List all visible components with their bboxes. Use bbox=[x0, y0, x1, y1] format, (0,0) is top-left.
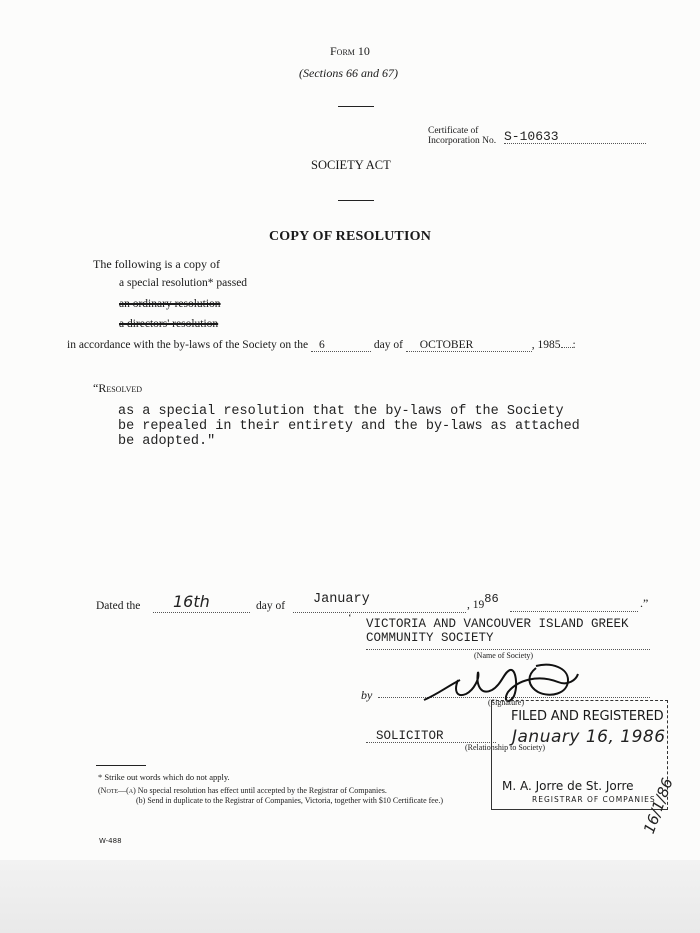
dated-month: January bbox=[313, 592, 370, 607]
notes-divider bbox=[96, 765, 146, 766]
accordance-day: 6 bbox=[318, 339, 325, 351]
accordance-end: : bbox=[572, 339, 576, 351]
resolution-line3: be adopted." bbox=[118, 434, 216, 449]
act-title: SOCIETY ACT bbox=[311, 158, 391, 172]
option-directors-resolution: a directors' resolution bbox=[119, 318, 219, 330]
form-sections: (Sections 66 and 67) bbox=[299, 66, 398, 80]
dated-day-of: day of bbox=[256, 600, 286, 612]
certificate-label bbox=[428, 126, 496, 146]
dated-day: 16th bbox=[173, 592, 210, 611]
dated-year bbox=[467, 592, 499, 612]
note-b bbox=[136, 796, 443, 805]
accordance-month-field bbox=[406, 339, 532, 352]
accordance-year-dots bbox=[561, 347, 573, 348]
scan-margin bbox=[0, 860, 700, 933]
society-name-rule bbox=[366, 649, 650, 650]
option-special-resolution: a special resolution* passed bbox=[119, 277, 248, 289]
note-a bbox=[98, 786, 387, 795]
form-number: Form 10 bbox=[330, 44, 370, 58]
society-name-line1: VICTORIA AND VANCOUVER ISLAND GREEK bbox=[366, 617, 629, 631]
header-divider bbox=[338, 106, 374, 107]
filed-registered-stamp bbox=[491, 700, 668, 810]
dated-close-quote: .” bbox=[640, 596, 649, 610]
stamp-registrar: M. A. Jorre de St. Jorre bbox=[502, 779, 634, 793]
accordance-prefix: in accordance with the by-laws of the Society on the bbox=[67, 339, 309, 351]
stamp-registrar-title: REGISTRAR OF COMPANIES bbox=[532, 795, 656, 804]
dated-label: Dated the bbox=[96, 600, 141, 612]
dated-month-field bbox=[293, 592, 466, 613]
accordance-year-suffix: 5 bbox=[554, 339, 561, 351]
dated-day-field bbox=[153, 594, 250, 613]
note-a-prefix: (Note—(a) bbox=[98, 786, 136, 795]
accordance-day-field bbox=[311, 339, 371, 352]
accordance-day-of: day of bbox=[373, 339, 403, 351]
accordance-year-prefix: , 198 bbox=[531, 339, 555, 351]
dated-trailing-dots bbox=[510, 600, 638, 612]
strike-note: * Strike out words which do not apply. bbox=[98, 772, 230, 782]
certificate-number: S-10633 bbox=[504, 129, 559, 144]
certificate-number-field bbox=[504, 127, 646, 144]
title-divider bbox=[338, 200, 374, 201]
society-name bbox=[366, 617, 629, 645]
certificate-label-line1: Certificate of bbox=[428, 126, 479, 136]
note-b-prefix: (b) bbox=[136, 796, 146, 805]
resolution-line1: as a special resolution that the by-laws of the Society bbox=[118, 404, 564, 419]
form-code: W-488 bbox=[99, 837, 122, 845]
document-title: COPY OF RESOLUTION bbox=[269, 229, 432, 244]
option-ordinary-resolution: an ordinary resolution bbox=[119, 298, 221, 310]
stamp-header: FILED AND REGISTERED bbox=[511, 709, 664, 724]
note-b-text: Send in duplicate to the Registrar of Companies, Victoria, together with $10 Certificate fee.) bbox=[147, 796, 444, 805]
society-name-caption: (Name of Society) bbox=[474, 651, 534, 660]
resolution-body bbox=[118, 404, 580, 449]
resolution-line2: be repealed in their entirety and the by-laws as attached bbox=[118, 419, 580, 434]
accordance-line bbox=[67, 339, 576, 352]
note-a-text: No special resolution has effect until accepted by the Registrar of Companies. bbox=[137, 786, 387, 795]
accordance-month: OCTOBER bbox=[419, 339, 474, 351]
society-name-line2: COMMUNITY SOCIETY bbox=[366, 631, 494, 645]
resolved-heading: “Resolved bbox=[93, 381, 143, 395]
dated-year-prefix: , 19 bbox=[467, 599, 485, 611]
certificate-label-line2: Incorporation No. bbox=[428, 136, 497, 146]
intro-lead: The following is a copy of bbox=[93, 257, 220, 271]
relationship-caption: (Relationship to Society) bbox=[465, 743, 545, 752]
society-name-mark: ‘ bbox=[348, 612, 352, 624]
dated-year-suffix: 86 bbox=[484, 592, 499, 606]
by-label: by bbox=[361, 688, 373, 702]
stamp-date: January 16, 1986 bbox=[512, 727, 666, 747]
signature-caption: (Signature) bbox=[488, 698, 524, 707]
relationship-value: SOLICITOR bbox=[376, 729, 444, 743]
margin-note: 16/1/86 bbox=[640, 775, 677, 837]
